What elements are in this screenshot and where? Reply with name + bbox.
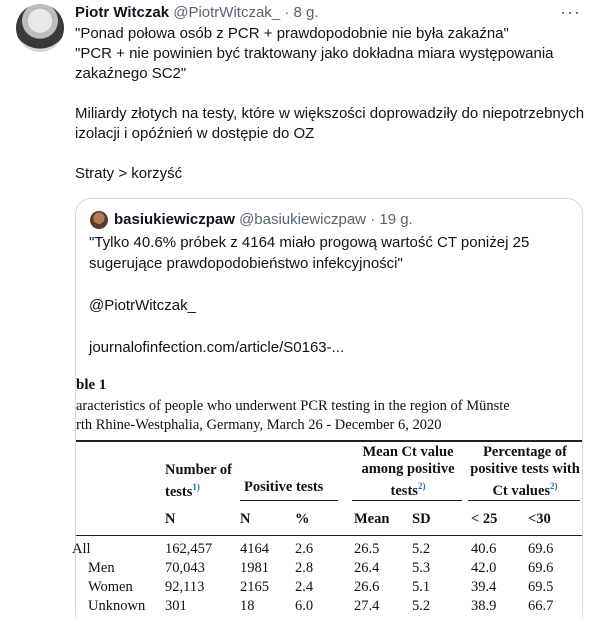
separator-dot: · — [370, 211, 376, 228]
row-label: Women — [88, 579, 133, 595]
table-cell: 26.4 — [354, 560, 380, 576]
table-caption — [76, 397, 510, 435]
table-cell: 6.0 — [295, 598, 314, 614]
table-cell: 2165 — [240, 579, 269, 595]
more-options-icon[interactable]: ··· — [560, 2, 581, 22]
tweet-line: "PCR + nie powinien być traktowany jako dokładna miara występowania zakaźnego SC2" — [75, 45, 554, 82]
caption-line: aracteristics of people who underwent PCR testing in the region of Münste — [76, 398, 510, 414]
tweet-line: Straty > korzyść — [75, 165, 183, 182]
quoted-author-handle: @basiukiewiczpaw — [239, 211, 367, 228]
quoted-author-avatar — [90, 211, 108, 229]
header-percentage: Percentage of positive tests with Ct values$^{2)}$ — [470, 444, 580, 499]
row-label: Unknown — [88, 598, 146, 614]
table-cell: 69.6 — [528, 560, 554, 576]
table-cell: 39.4 — [471, 579, 497, 595]
quoted-link: journalofinfection.com/article/S0163-... — [89, 339, 345, 356]
subheader: % — [295, 511, 310, 527]
table-cell: 42.0 — [471, 560, 497, 576]
separator-dot: · — [284, 4, 290, 21]
table-cell: 2.6 — [295, 541, 314, 557]
table-cell: 2.4 — [295, 579, 314, 595]
table-cell: 301 — [165, 598, 187, 614]
row-label: Men — [88, 560, 115, 576]
table-image[interactable] — [72, 374, 582, 634]
tweet-line: Miliardy złotych na testy, które w większości doprowadziły do niepotrzebnych izolacji i opóźnień w dostępie do OZ — [75, 105, 585, 142]
tweet-text — [75, 24, 585, 184]
header-number-of-tests: Number of tests$^{1)}$ — [165, 462, 232, 500]
subheader: <30 — [528, 511, 551, 527]
quoted-tweet-text — [89, 232, 569, 358]
quoted-mention: @PiotrWitczak_ — [89, 297, 196, 314]
table-cell: 40.6 — [471, 541, 497, 557]
quoted-tweet[interactable] — [72, 198, 583, 630]
author-handle[interactable]: @PiotrWitczak_ — [173, 4, 281, 21]
quoted-line: "Tylko 40.6% próbek z 4164 miało progową wartość CT poniżej 25 sugerujące prawdopodobieństwo infekcyjności" — [89, 234, 530, 272]
table-cell: 69.6 — [528, 541, 554, 557]
tweet-header — [75, 4, 319, 21]
author-avatar[interactable] — [16, 4, 64, 52]
subheader: < 25 — [471, 511, 498, 527]
header-rule — [352, 500, 462, 501]
quoted-tweet-header — [114, 211, 413, 228]
tweet-line: "Ponad połowa osób z PCR + prawdopodobnie nie była zakaźna" — [75, 25, 509, 42]
table-cell: 70,043 — [165, 560, 205, 576]
table-cell: 27.4 — [354, 598, 380, 614]
subheader: N — [165, 511, 176, 527]
subheader: N — [240, 511, 251, 527]
header-positive-tests: Positive tests — [244, 479, 324, 495]
subheader: SD — [412, 511, 431, 527]
table-cell: 162,457 — [165, 541, 213, 557]
quoted-author-name: basiukiewiczpaw — [114, 211, 235, 228]
table-cell: 69.5 — [528, 579, 554, 595]
table-rule — [76, 440, 582, 442]
row-label: All — [72, 541, 91, 557]
table-cell: 18 — [240, 598, 255, 614]
table-cell: 26.6 — [354, 579, 380, 595]
table-cell: 66.7 — [528, 598, 554, 614]
caption-line: rth Rhine-Westphalia, Germany, March 26 - December 6, 2020 — [76, 417, 442, 433]
table-cell: 5.3 — [412, 560, 431, 576]
quoted-tweet-time: 19 g. — [379, 211, 413, 228]
table-rule — [76, 535, 582, 536]
header-rule — [468, 500, 580, 501]
table-cell: 1981 — [240, 560, 269, 576]
author-name[interactable]: Piotr Witczak — [75, 4, 170, 21]
table-title: ble 1 — [76, 377, 107, 393]
table-cell: 4164 — [240, 541, 269, 557]
table-cell: 5.2 — [412, 541, 431, 557]
table-cell: 38.9 — [471, 598, 497, 614]
header-mean-ct: Mean Ct value among positive tests$^{2)}$ — [361, 444, 455, 499]
tweet-time[interactable]: 8 g. — [293, 4, 319, 21]
header-rule — [240, 500, 338, 501]
table-cell: 92,113 — [165, 579, 205, 595]
table-cell: 5.2 — [412, 598, 431, 614]
table-cell: 5.1 — [412, 579, 431, 595]
table-cell: 26.5 — [354, 541, 380, 557]
subheader: Mean — [354, 511, 390, 527]
table-cell: 2.8 — [295, 560, 314, 576]
